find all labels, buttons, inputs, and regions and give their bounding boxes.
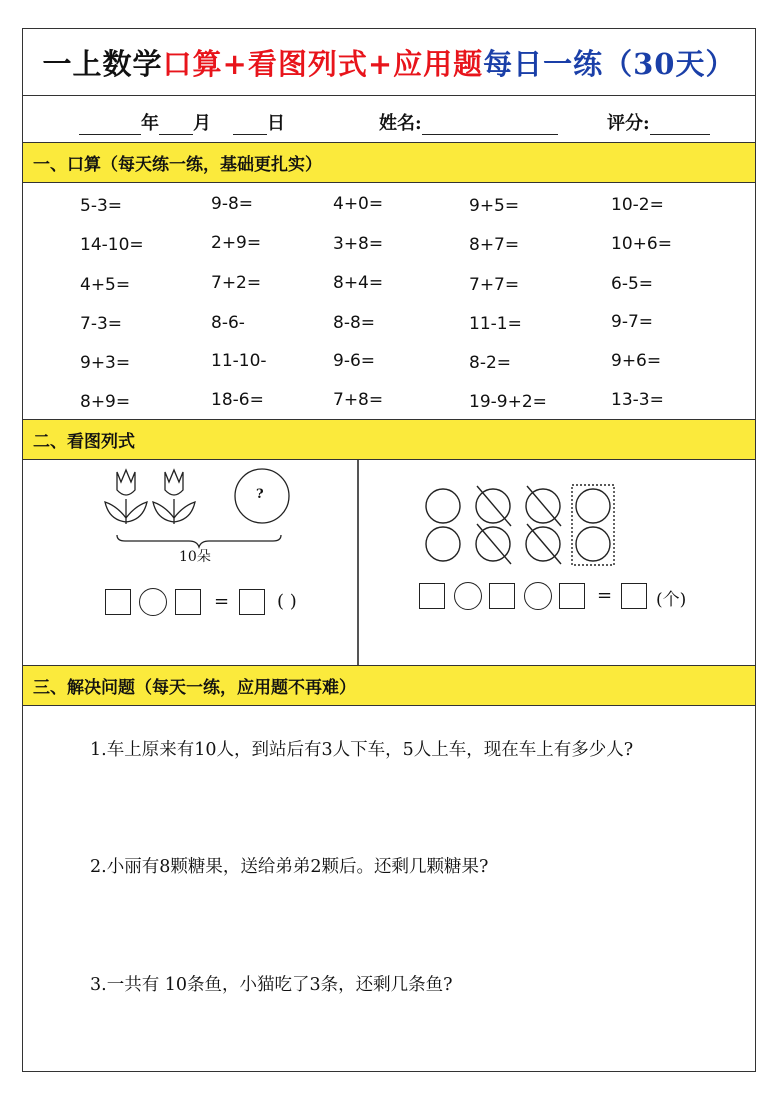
calc-item: 8+9=	[80, 392, 131, 412]
calc-item: 8-6-	[211, 313, 245, 333]
word-problem: 2.小丽有8颗糖果，送给弟弟2颗后。还剩几颗糖果?	[90, 857, 489, 877]
question-mark: ?	[256, 487, 264, 502]
calc-item: 7+2=	[211, 273, 262, 293]
calc-item: 4+0=	[333, 194, 384, 214]
score-field[interactable]	[607, 109, 710, 135]
word-problem: 1.车上原来有10人，到站后有3人下车，5人上车，现在车上有多少人?	[90, 740, 634, 760]
calc-item: 8+7=	[469, 235, 520, 255]
answer-box[interactable]	[105, 589, 131, 615]
equals-sign: =	[214, 591, 230, 612]
calc-item: 8-2=	[469, 353, 512, 373]
calc-item: 2+9=	[211, 233, 262, 253]
calc-item: 18-6=	[211, 390, 264, 410]
calc-item: 10+6=	[611, 234, 672, 254]
calc-item: 9+5=	[469, 196, 520, 216]
answer-box[interactable]	[489, 583, 515, 609]
answer-box[interactable]	[419, 583, 445, 609]
unit-label: (个)	[656, 590, 687, 610]
calc-item: 7+7=	[469, 275, 520, 295]
day-label: 日	[267, 113, 285, 134]
calc-item: 9+6=	[611, 351, 662, 371]
calc-item: 9-7=	[611, 312, 654, 332]
calc-item: 7-3=	[80, 314, 123, 334]
panel-divider	[357, 460, 359, 665]
worksheet-title	[23, 29, 755, 96]
calc-item: 9-6=	[333, 351, 376, 371]
equals-sign: =	[597, 585, 613, 606]
mental-math-grid	[23, 183, 755, 420]
word-problem: 3.一共有 10条鱼，小猫吃了3条，还剩几条鱼?	[90, 975, 453, 995]
year-label: 年	[141, 113, 159, 134]
operator-circle[interactable]	[454, 582, 482, 610]
calc-item: 6-5=	[611, 274, 654, 294]
month-label: 月	[193, 113, 211, 134]
calc-item: 10-2=	[611, 195, 664, 215]
operator-circle[interactable]	[524, 582, 552, 610]
calc-item: 4+5=	[80, 275, 131, 295]
answer-box[interactable]	[621, 583, 647, 609]
section2-heading: 二、看图列式	[23, 420, 755, 460]
answer-box[interactable]	[239, 589, 265, 615]
worksheet	[22, 28, 756, 1072]
title-topics: 口算+看图列式+应用题	[162, 46, 484, 81]
word-problems	[23, 706, 755, 1072]
name-label: 姓名:	[379, 113, 422, 134]
calc-item: 13-3=	[611, 390, 664, 410]
calc-item: 9+3=	[80, 353, 131, 373]
info-row	[23, 96, 755, 143]
calc-item: 11-10-	[211, 351, 267, 371]
circles-illustration	[421, 482, 621, 572]
unit-parens[interactable]: ( )	[277, 591, 297, 612]
calc-item: 19-9+2=	[469, 392, 547, 412]
picture-equations	[23, 460, 755, 666]
total-label: 10朵	[179, 549, 211, 565]
day-field[interactable]	[233, 109, 285, 135]
calc-item: 7+8=	[333, 390, 384, 410]
calc-item: 14-10=	[80, 235, 144, 255]
calc-item: 9-8=	[211, 194, 254, 214]
name-field[interactable]	[379, 109, 558, 135]
calc-item: 11-1=	[469, 314, 522, 334]
operator-circle[interactable]	[139, 588, 167, 616]
title-grade: 一上数学	[42, 46, 163, 81]
calc-item: 5-3=	[80, 196, 123, 216]
calc-item: 8+4=	[333, 273, 384, 293]
section3-heading: 三、解决问题（每天一练，应用题不再难）	[23, 666, 755, 706]
title-daily: 每日一练（30天）	[483, 46, 736, 81]
section1-heading: 一、口算（每天练一练，基础更扎实）	[23, 143, 755, 183]
score-label: 评分:	[607, 113, 650, 134]
answer-box[interactable]	[559, 583, 585, 609]
calc-item: 3+8=	[333, 234, 384, 254]
answer-box[interactable]	[175, 589, 201, 615]
date-field[interactable]	[79, 109, 211, 135]
calc-item: 8-8=	[333, 313, 376, 333]
